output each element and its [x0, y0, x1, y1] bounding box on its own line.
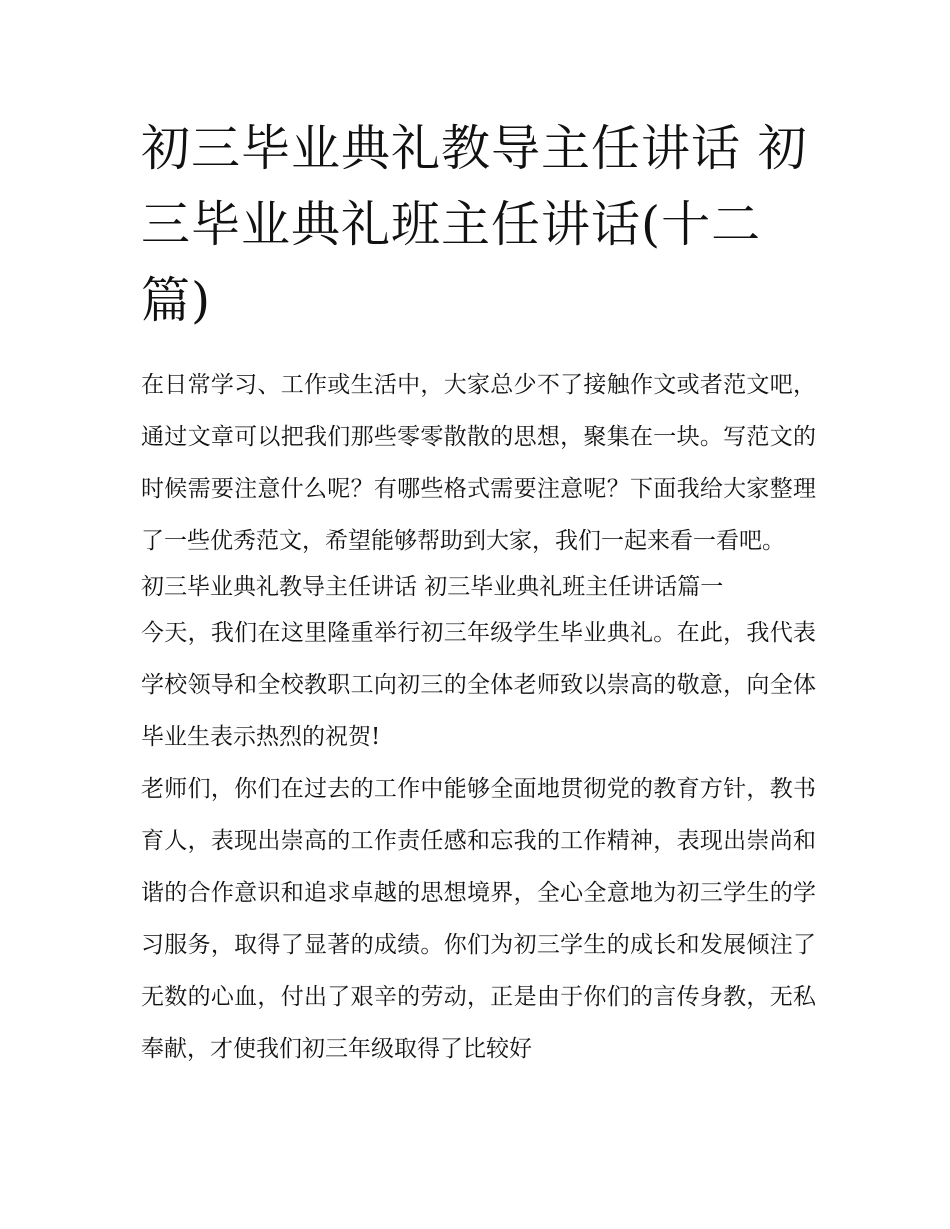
intro-paragraph: 在日常学习、工作或生活中，大家总少不了接触作文或者范文吧，通过文章可以把我们那些零零散散的思想，聚集在一块。写范文的时候需要注意什么呢？有哪些格式需要注意呢？下面我给大家整理了一些优秀范文，希望能够帮助到大家，我们一起来看一看吧。	[141, 372, 816, 554]
section-heading: 初三毕业典礼教导主任讲话 初三毕业典礼班主任讲话篇一	[141, 574, 724, 600]
document-content	[141, 111, 816, 1075]
document-body	[141, 359, 816, 1075]
body-paragraph-2: 老师们，你们在过去的工作中能够全面地贯彻党的教育方针，教书育人，表现出崇高的工作责任感和忘我的工作精神，表现出崇尚和谐的合作意识和追求卓越的思想境界，全心全意地为初三学生的学习服务，取得了显著的成绩。你们为初三学生的成长和发展倾注了无数的心血，付出了艰辛的劳动，正是由于你们的言传身教，无私奉献，才使我们初三年级取得了比较好	[141, 776, 816, 1062]
document-title: 初三毕业典礼教导主任讲话 初三毕业典礼班主任讲话(十二篇)	[141, 120, 808, 329]
body-paragraph-1: 今天，我们在这里隆重举行初三年级学生毕业典礼。在此，我代表学校领导和全校教职工向初三的全体老师致以崇高的敬意，向全体毕业生表示热烈的祝贺!	[141, 620, 816, 750]
